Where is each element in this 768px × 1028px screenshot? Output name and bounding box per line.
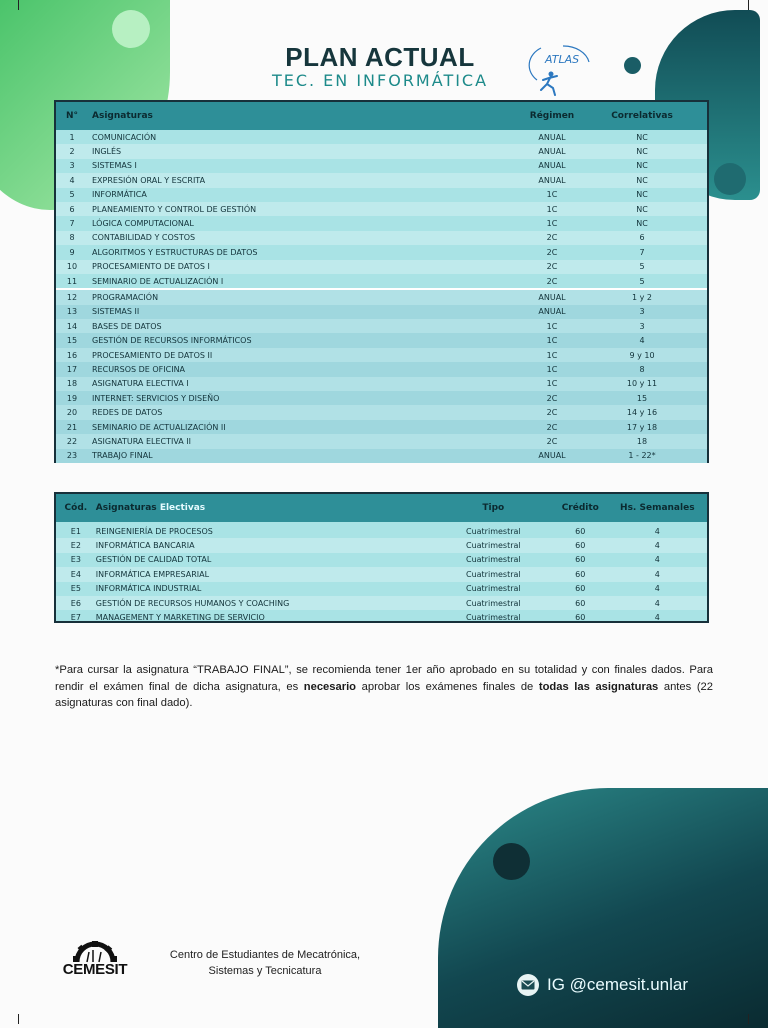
row-type: Cuatrimestral <box>465 569 521 579</box>
row-regimen: ANUAL <box>538 175 566 185</box>
row-number: 1 <box>69 132 75 142</box>
row-correlativas: 7 <box>639 247 645 257</box>
row-elective: REINGENIERÍA DE PROCESOS <box>95 526 213 536</box>
decorative-circle <box>624 57 641 74</box>
table-row <box>56 524 707 538</box>
row-regimen: 2C <box>546 436 558 446</box>
instagram-handle[interactable] <box>517 973 688 997</box>
crop-mark <box>18 1014 29 1024</box>
table-row <box>56 319 707 333</box>
subjects-table <box>54 100 709 463</box>
table-row <box>56 274 707 288</box>
row-weekly-hours: 4 <box>654 598 660 608</box>
row-correlativas: 14 y 16 <box>626 408 658 418</box>
row-subject: SEMINARIO DE ACTUALIZACIÓN II <box>92 422 226 432</box>
row-number: 14 <box>66 321 78 331</box>
table-row <box>56 144 707 158</box>
row-code: E5 <box>70 584 81 594</box>
electives-table <box>54 492 709 623</box>
row-number: 3 <box>69 161 75 171</box>
row-number: 23 <box>66 451 78 461</box>
col-header-subjects: Asignaturas <box>92 111 153 121</box>
row-regimen: ANUAL <box>538 161 566 171</box>
row-type: Cuatrimestral <box>465 584 521 594</box>
row-number: 12 <box>66 292 78 302</box>
row-regimen: 2C <box>546 408 558 418</box>
row-number: 7 <box>69 219 75 229</box>
row-credit: 60 <box>575 555 586 565</box>
row-regimen: 1C <box>546 321 558 331</box>
row-elective: MANAGEMENT Y MARKETING DE SERVICIO <box>95 613 265 623</box>
crop-mark <box>18 0 29 10</box>
row-code: E4 <box>70 569 81 579</box>
row-correlativas: NC <box>636 204 648 214</box>
row-type: Cuatrimestral <box>465 613 521 623</box>
footnote-bold-1: necesario <box>303 680 357 693</box>
row-subject: COMUNICACIÓN <box>92 132 157 142</box>
row-credit: 60 <box>575 569 586 579</box>
row-subject: PLANEAMIENTO Y CONTROL DE GESTIÓN <box>92 204 257 214</box>
table-row <box>56 216 707 230</box>
row-regimen: 2C <box>546 233 558 243</box>
row-correlativas: NC <box>636 132 648 142</box>
organization-description <box>150 948 380 979</box>
row-regimen: ANUAL <box>538 132 566 142</box>
page-subtitle: TEC. EN INFORMÁTICA <box>271 71 489 90</box>
row-correlativas: 1 y 2 <box>632 292 652 302</box>
footnote-bold-2: todas las asignaturas <box>538 680 659 693</box>
table-row <box>56 567 707 581</box>
row-correlativas: 4 <box>639 336 645 346</box>
table-row <box>56 377 707 391</box>
row-regimen: ANUAL <box>538 147 566 157</box>
table-row <box>56 582 707 596</box>
row-correlativas: 18 <box>636 436 648 446</box>
second-year-section <box>56 290 707 463</box>
row-correlativas: NC <box>636 161 648 171</box>
row-subject: ASIGNATURA ELECTIVA I <box>92 379 189 389</box>
row-subject: SISTEMAS II <box>92 307 140 317</box>
mail-icon <box>517 974 539 996</box>
row-credit: 60 <box>575 541 586 551</box>
row-subject: ASIGNATURA ELECTIVA II <box>92 436 192 446</box>
row-weekly-hours: 4 <box>654 526 660 536</box>
row-number: 8 <box>69 233 75 243</box>
col-header-elective-subjects-a: Asignaturas <box>95 503 157 513</box>
row-number: 6 <box>69 204 75 214</box>
row-number: 20 <box>66 408 78 418</box>
row-correlativas: 3 <box>639 321 645 331</box>
row-type: Cuatrimestral <box>465 555 521 565</box>
table-row <box>56 449 707 463</box>
row-correlativas: 8 <box>639 364 645 374</box>
row-regimen: 1C <box>546 219 558 229</box>
electives-table-header <box>56 494 707 522</box>
crop-mark <box>748 0 759 10</box>
row-elective: GESTIÓN DE RECURSOS HUMANOS Y COACHING <box>95 598 290 608</box>
col-header-regimen: Régimen <box>529 111 575 121</box>
table-row <box>56 553 707 567</box>
row-number: 4 <box>69 175 75 185</box>
row-correlativas: NC <box>636 175 648 185</box>
row-weekly-hours: 4 <box>654 555 660 565</box>
row-correlativas: NC <box>636 190 648 200</box>
row-credit: 60 <box>575 613 586 623</box>
first-year-section <box>56 130 707 288</box>
row-number: 11 <box>66 276 78 286</box>
row-regimen: 2C <box>546 276 558 286</box>
crop-mark <box>748 1014 759 1024</box>
decorative-circle <box>112 10 150 48</box>
row-correlativas: 10 y 11 <box>626 379 658 389</box>
col-header-type: Tipo <box>482 503 505 513</box>
row-subject: RECURSOS DE OFICINA <box>92 364 186 374</box>
row-type: Cuatrimestral <box>465 598 521 608</box>
row-number: 15 <box>66 336 78 346</box>
row-credit: 60 <box>575 526 586 536</box>
row-regimen: 1C <box>546 364 558 374</box>
row-subject: INTERNET: SERVICIOS Y DISEÑO <box>92 393 220 403</box>
row-subject: PROGRAMACIÓN <box>92 292 159 302</box>
row-weekly-hours: 4 <box>654 569 660 579</box>
row-number: 13 <box>66 307 78 317</box>
electives-rows <box>56 524 707 625</box>
table-row <box>56 434 707 448</box>
row-regimen: 1C <box>546 350 558 360</box>
row-code: E3 <box>70 555 81 565</box>
row-subject: TRABAJO FINAL <box>92 451 153 461</box>
row-regimen: 2C <box>546 422 558 432</box>
organization-line-1: Centro de Estudiantes de Mecatrónica, <box>169 949 361 961</box>
row-subject: INFORMÁTICA <box>92 190 147 200</box>
row-correlativas: 17 y 18 <box>626 422 658 432</box>
row-number: 2 <box>69 147 75 157</box>
row-elective: INFORMÁTICA INDUSTRIAL <box>95 584 202 594</box>
row-regimen: 1C <box>546 336 558 346</box>
row-correlativas: NC <box>636 147 648 157</box>
row-type: Cuatrimestral <box>465 541 521 551</box>
row-subject: EXPRESIÓN ORAL Y ESCRITA <box>92 175 206 185</box>
row-code: E1 <box>70 526 81 536</box>
footnote-text-2: aprobar los exámenes finales de <box>356 680 539 693</box>
table-row <box>56 610 707 624</box>
row-number: 22 <box>66 436 78 446</box>
table-row <box>56 305 707 319</box>
row-subject: CONTABILIDAD Y COSTOS <box>92 233 196 243</box>
cemesit-wordmark: CEMESIT <box>62 961 128 978</box>
row-number: 16 <box>66 350 78 360</box>
table-row <box>56 290 707 304</box>
table-row <box>56 405 707 419</box>
decorative-circle <box>714 163 746 195</box>
row-number: 5 <box>69 190 75 200</box>
col-header-elective-subjects <box>96 503 434 513</box>
row-code: E2 <box>70 541 81 551</box>
row-regimen: ANUAL <box>538 292 566 302</box>
atlas-logo <box>523 40 603 96</box>
organization-line-2: Sistemas y Tecnicatura <box>208 964 322 977</box>
row-subject: PROCESAMIENTO DE DATOS II <box>92 350 213 360</box>
row-number: 17 <box>66 364 78 374</box>
row-code: E7 <box>70 613 81 623</box>
row-credit: 60 <box>575 598 586 608</box>
row-regimen: ANUAL <box>538 307 566 317</box>
row-weekly-hours: 4 <box>654 613 660 623</box>
row-correlativas: 5 <box>639 276 645 286</box>
footnote-text-1: *Para cursar la asignatura “TRABAJO FINAL”, se recomienda tener 1er año aprobado en su totalidad y con finales dados. Para rendir el exámen final de dicha asignatura, es <box>55 664 713 693</box>
col-header-number: N° <box>65 111 79 121</box>
row-weekly-hours: 4 <box>654 584 660 594</box>
instagram-text[interactable]: IG @cemesit.unlar <box>547 975 689 994</box>
table-row <box>56 260 707 274</box>
footnote <box>55 662 713 712</box>
table-row <box>56 130 707 144</box>
table-row <box>56 245 707 259</box>
footnote-text-3: antes (22 asignaturas con final dado). <box>55 680 713 709</box>
row-elective: GESTIÓN DE CALIDAD TOTAL <box>95 555 212 565</box>
row-subject: REDES DE DATOS <box>92 408 163 418</box>
row-code: E6 <box>70 598 81 608</box>
table-row <box>56 173 707 187</box>
table-row <box>56 420 707 434</box>
table-row <box>56 159 707 173</box>
row-correlativas: 5 <box>639 262 645 272</box>
table-row <box>56 202 707 216</box>
row-number: 21 <box>66 422 78 432</box>
col-header-elective-subjects-b: Electivas <box>159 503 206 513</box>
row-elective: INFORMÁTICA BANCARIA <box>95 541 195 551</box>
row-correlativas: 6 <box>639 233 645 243</box>
row-subject: BASES DE DATOS <box>92 321 162 331</box>
table-row <box>56 348 707 362</box>
row-correlativas: 9 y 10 <box>629 350 655 360</box>
table-row <box>56 538 707 552</box>
row-subject: LÓGICA COMPUTACIONAL <box>92 219 194 229</box>
col-header-code: Cód. <box>64 503 88 513</box>
row-correlativas: 15 <box>636 393 648 403</box>
row-subject: INGLÉS <box>92 147 122 157</box>
row-regimen: 1C <box>546 379 558 389</box>
row-correlativas: 3 <box>639 307 645 317</box>
row-subject: SEMINARIO DE ACTUALIZACIÓN I <box>92 276 224 286</box>
decorative-circle <box>493 843 530 880</box>
row-regimen: 2C <box>546 247 558 257</box>
table-row <box>56 596 707 610</box>
col-header-correlativas: Correlativas <box>611 111 673 121</box>
subjects-table-header <box>56 102 707 130</box>
page-title: PLAN ACTUAL <box>285 42 475 72</box>
row-subject: GESTIÓN DE RECURSOS INFORMÁTICOS <box>92 336 252 346</box>
row-subject: PROCESAMIENTO DE DATOS I <box>92 262 210 272</box>
table-row <box>56 362 707 376</box>
row-subject: ALGORITMOS Y ESTRUCTURAS DE DATOS <box>92 247 258 257</box>
col-header-weekly-hours: Hs. Semanales <box>620 503 695 513</box>
table-row <box>56 391 707 405</box>
row-number: 18 <box>66 379 78 389</box>
table-row <box>56 188 707 202</box>
row-weekly-hours: 4 <box>654 541 660 551</box>
col-header-credit: Crédito <box>561 503 599 513</box>
row-regimen: 1C <box>546 204 558 214</box>
row-number: 10 <box>66 262 78 272</box>
table-row <box>56 231 707 245</box>
table-row <box>56 333 707 347</box>
row-number: 19 <box>66 393 78 403</box>
row-regimen: 2C <box>546 393 558 403</box>
row-subject: SISTEMAS I <box>92 161 137 171</box>
row-number: 9 <box>69 247 75 257</box>
row-correlativas: 1 - 22* <box>628 451 656 461</box>
row-regimen: 2C <box>546 262 558 272</box>
row-credit: 60 <box>575 584 586 594</box>
row-regimen: 1C <box>546 190 558 200</box>
atlas-logo-text: ATLAS <box>545 53 580 66</box>
row-elective: INFORMÁTICA EMPRESARIAL <box>95 569 210 579</box>
row-correlativas: NC <box>636 219 648 229</box>
row-regimen: ANUAL <box>538 451 566 461</box>
row-type: Cuatrimestral <box>465 526 521 536</box>
